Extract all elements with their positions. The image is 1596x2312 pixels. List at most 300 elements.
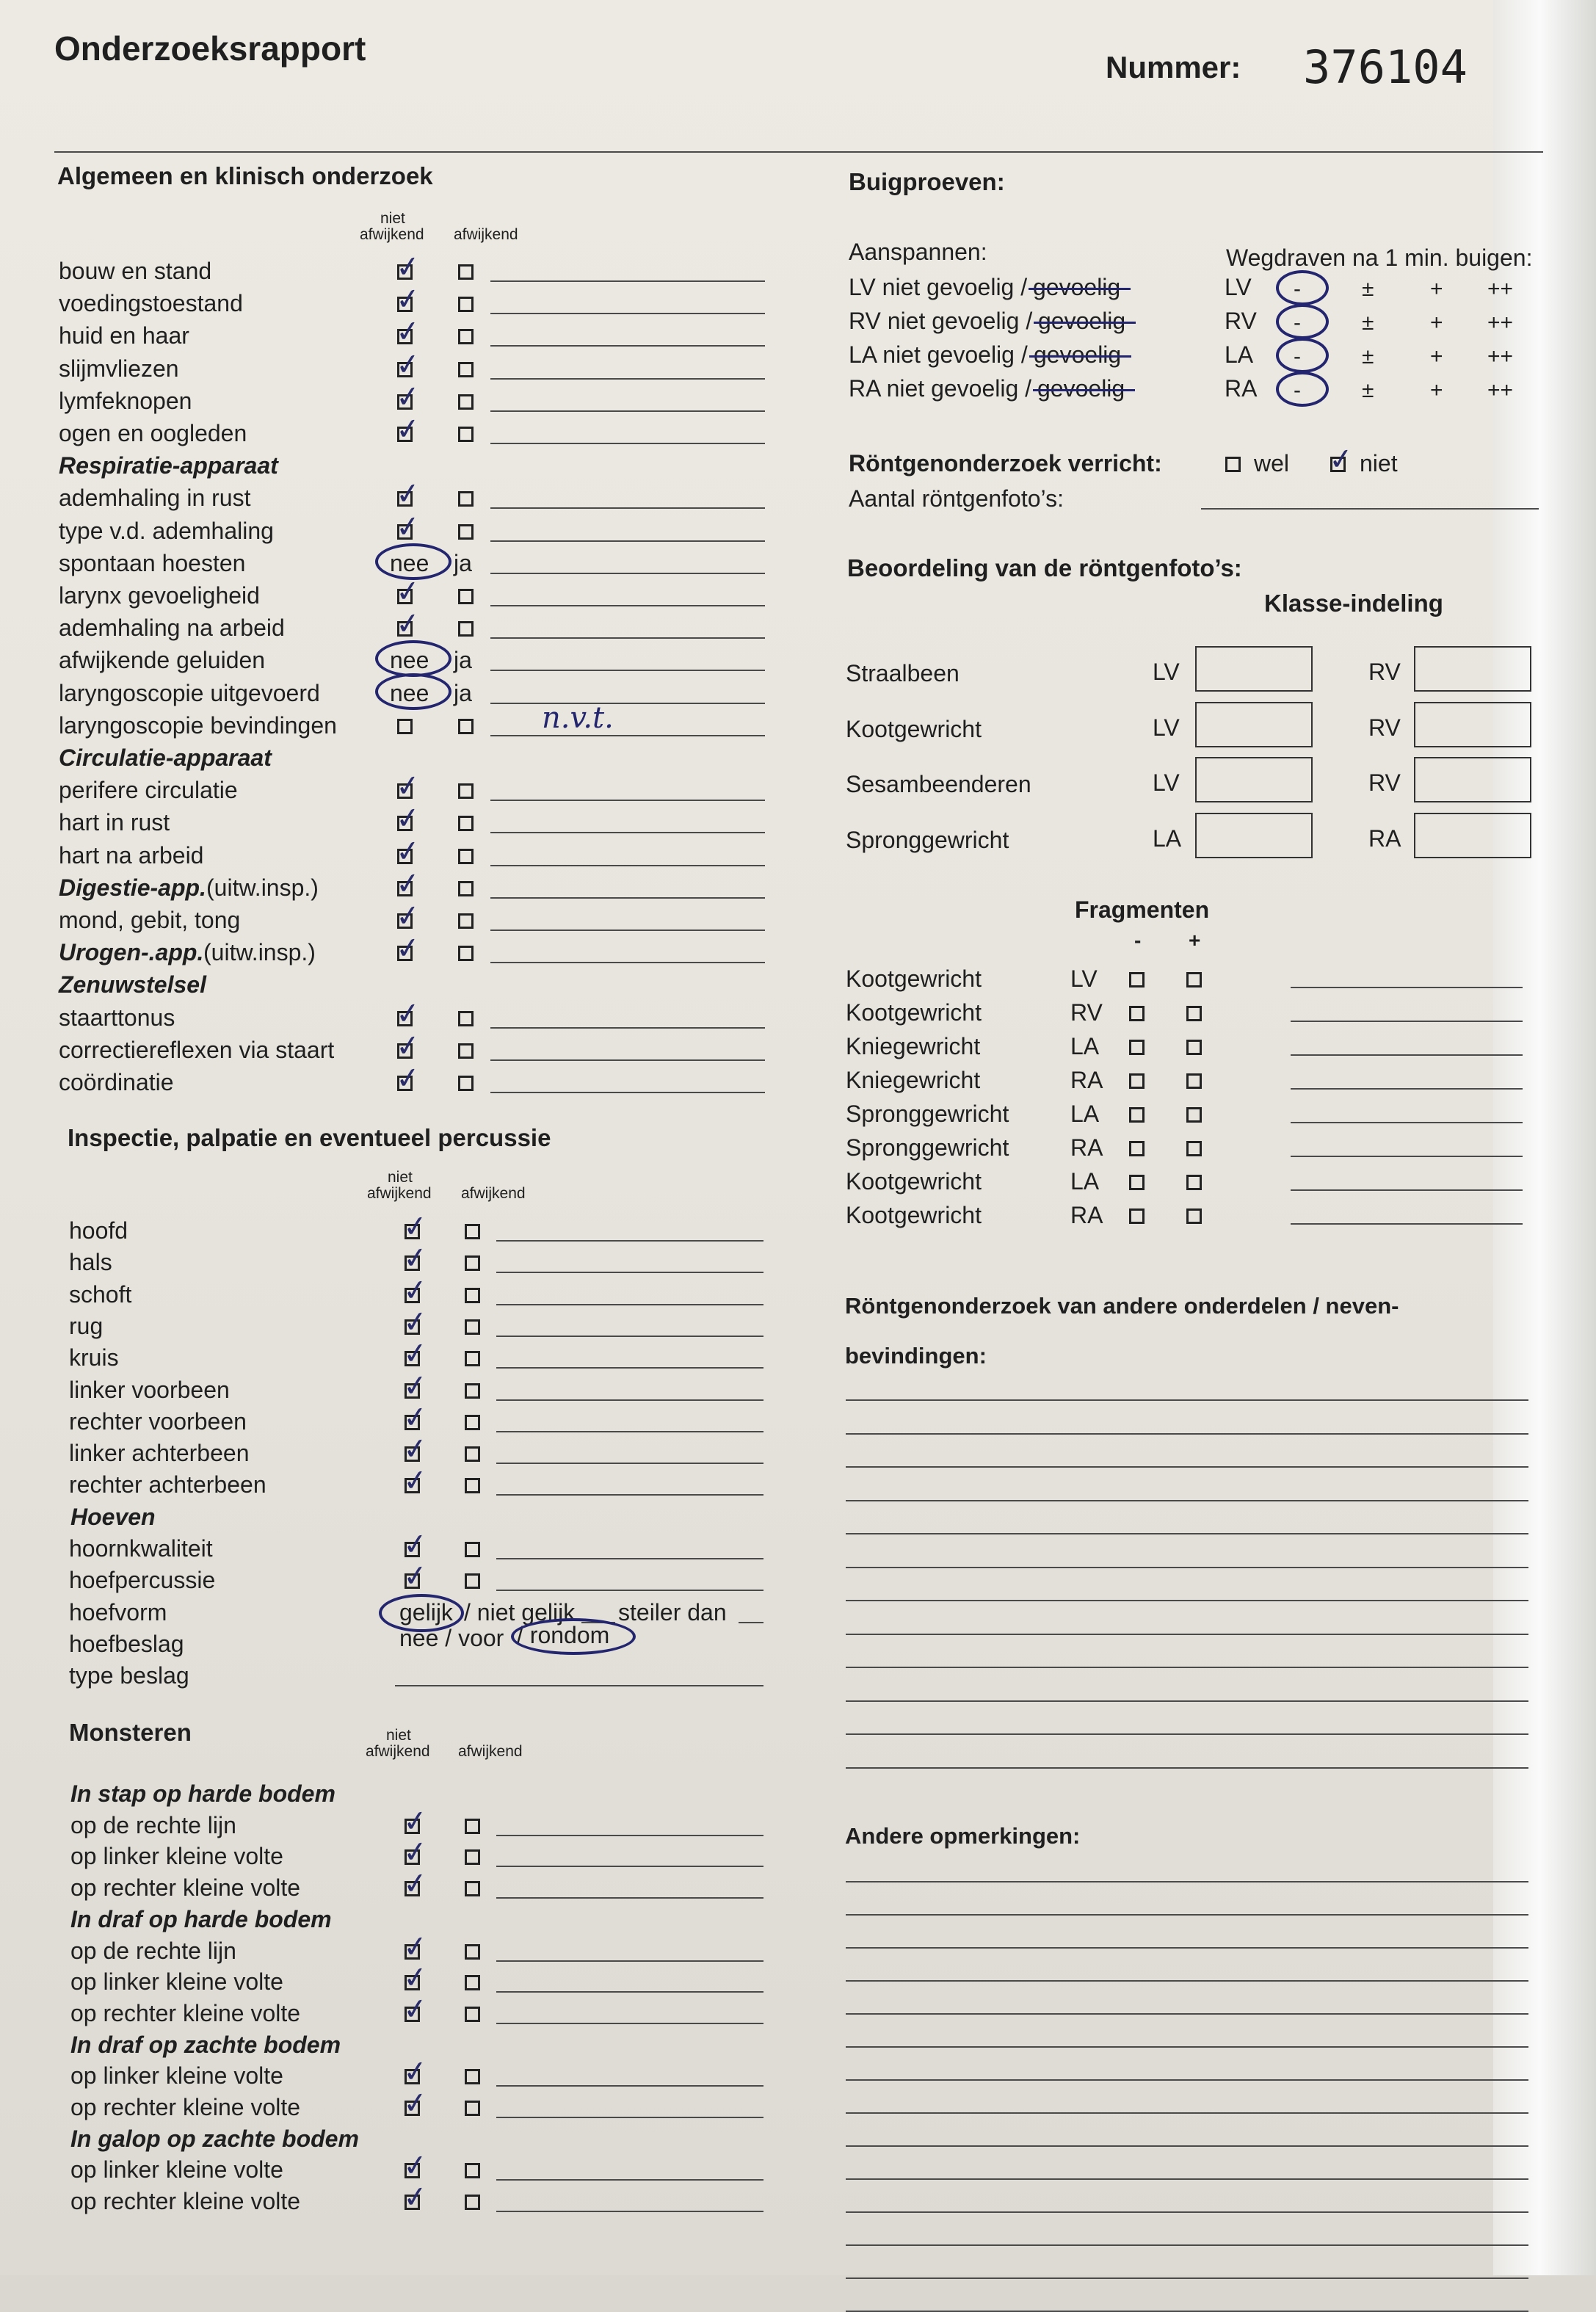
fragment-row-label: Kniegewricht xyxy=(846,1033,981,1059)
fragment-remark-line xyxy=(1291,1054,1523,1056)
general-row-remark-line xyxy=(490,1027,765,1029)
inspection-label: kruis xyxy=(69,1344,119,1371)
beoordeling-row-label: Kootgewricht xyxy=(846,715,982,742)
fragment-remark-line xyxy=(1291,1189,1523,1191)
page-glare xyxy=(1493,0,1596,2275)
general-row-ok-checkbox-mark: ✓ xyxy=(393,281,422,318)
monsteren-row-abnormal-checkbox[interactable] xyxy=(465,2101,480,2116)
beoordeling-right-leg: RA xyxy=(1368,825,1401,852)
beoordeling-row-label: Straalbeen xyxy=(846,660,960,686)
general-row-label: lymfeknopen xyxy=(59,387,192,414)
general-row-heading: Urogen-.app. xyxy=(59,939,204,966)
inspection-label: rechter achterbeen xyxy=(69,1471,266,1499)
general-row-option-ja: ja xyxy=(454,679,472,706)
andere-rontgen-line xyxy=(846,1667,1528,1668)
monsteren-row-label: op linker kleine volte xyxy=(70,1843,283,1870)
inspection-label: schoft xyxy=(69,1280,132,1308)
monsteren-row-remark-line xyxy=(496,2023,763,2024)
beoordeling-row-label: Sesambeenderen xyxy=(846,771,1031,797)
fragment-plus-checkbox[interactable] xyxy=(1186,1107,1202,1123)
rontgen-wel-checkbox[interactable] xyxy=(1225,457,1241,472)
inspection-abnormal-checkbox[interactable] xyxy=(465,1573,480,1589)
buig-scale-option: ± xyxy=(1362,311,1374,335)
beoordeling-row-label: Spronggewricht xyxy=(846,826,1009,853)
andere-rontgen-line xyxy=(846,1399,1528,1401)
buig-strike-gevoelig xyxy=(1033,389,1135,391)
monsteren-row-ok-checkbox-mark: ✓ xyxy=(401,1803,429,1840)
monsteren-row-remark-line xyxy=(496,1897,763,1899)
general-col-ok-1: niet xyxy=(380,210,405,227)
buig-gevoelig: gevoelig xyxy=(1037,375,1125,402)
inspection-abnormal-checkbox[interactable] xyxy=(465,1542,480,1557)
inspection-abnormal-checkbox[interactable] xyxy=(465,1288,480,1303)
general-row-abnormal-checkbox[interactable] xyxy=(458,1043,474,1059)
monsteren-row-heading: In draf op harde bodem xyxy=(70,1905,332,1932)
general-row-remark-line xyxy=(490,670,765,671)
general-row-ok-checkbox-mark: ✓ xyxy=(393,606,422,642)
general-row-remark-line xyxy=(490,703,765,704)
general-row-remark-line xyxy=(490,800,765,801)
fragment-minus-checkbox[interactable] xyxy=(1129,1040,1145,1055)
general-row-label: type v.d. ademhaling xyxy=(59,517,274,544)
buig-scale-option: - xyxy=(1294,277,1301,301)
klasse-box-right[interactable] xyxy=(1414,646,1531,692)
general-row-ok-checkbox-mark: ✓ xyxy=(393,1060,422,1097)
monsteren-row-abnormal-checkbox[interactable] xyxy=(465,1975,480,1990)
buig-scale-option: ++ xyxy=(1487,378,1514,402)
section-inspection-title: Inspectie, palpatie en eventueel percussie xyxy=(68,1124,551,1151)
general-row-option-ja: ja xyxy=(454,549,472,576)
general-row-ok-checkbox-mark: ✓ xyxy=(393,411,422,448)
page-title: Onderzoeksrapport xyxy=(54,29,366,68)
section-general-title: Algemeen en klinisch onderzoek xyxy=(57,162,433,189)
buig-niet-gevoelig: LV niet gevoelig / xyxy=(849,274,1028,300)
andere-rontgen-line xyxy=(846,1567,1528,1568)
monsteren-row-remark-line xyxy=(496,1835,763,1836)
general-row-label: larynx gevoeligheid xyxy=(59,582,260,609)
fragment-row-label: Spronggewricht xyxy=(846,1101,1009,1127)
buig-scale-option: ++ xyxy=(1487,311,1514,335)
andere-rontgen-title-1: Röntgenonderzoek van andere onderdelen / neven- xyxy=(845,1293,1399,1319)
beoordeling-title: Beoordeling van de röntgenfoto’s: xyxy=(847,554,1242,581)
monsteren-row-remark-line xyxy=(496,1960,763,1962)
inspection-remark-line xyxy=(496,1304,763,1305)
monsteren-row-remark-line xyxy=(496,1866,763,1867)
andere-rontgen-line xyxy=(846,1500,1528,1501)
fragment-minus-checkbox[interactable] xyxy=(1129,1073,1145,1089)
inspection-label: linker achterbeen xyxy=(69,1440,250,1467)
inspection-ok-checkbox-mark: ✓ xyxy=(401,1431,429,1468)
general-row-remark-line xyxy=(490,735,765,736)
inspection-abnormal-checkbox[interactable] xyxy=(465,1319,480,1335)
general-row-abnormal-checkbox[interactable] xyxy=(458,881,474,896)
rontgen-niet-label: niet xyxy=(1360,450,1398,476)
inspection-heading: Hoeven xyxy=(70,1503,156,1530)
monsteren-row-abnormal-checkbox[interactable] xyxy=(465,2195,480,2210)
inspection-label: hals xyxy=(69,1249,112,1276)
fragment-minus-checkbox[interactable] xyxy=(1129,1006,1145,1021)
rontgen-wel-label: wel xyxy=(1254,450,1290,476)
inspection-label: hoornkwaliteit xyxy=(69,1535,213,1562)
general-row-abnormal-checkbox[interactable] xyxy=(458,719,474,734)
monsteren-row-abnormal-checkbox[interactable] xyxy=(465,1819,480,1834)
hoefbeslag-option-nee-voor: nee / voor xyxy=(399,1624,504,1651)
fragment-plus-checkbox[interactable] xyxy=(1186,1073,1202,1089)
general-row-abnormal-checkbox[interactable] xyxy=(458,621,474,637)
fragment-minus-checkbox[interactable] xyxy=(1129,1208,1145,1224)
general-row-abnormal-checkbox[interactable] xyxy=(458,849,474,864)
inspection-label: hoefpercussie xyxy=(69,1567,216,1594)
general-row-abnormal-checkbox[interactable] xyxy=(458,394,474,410)
inspection-remark-line xyxy=(496,1590,763,1591)
general-row-ok-checkbox-mark: ✓ xyxy=(393,930,422,967)
buig-circled-minus xyxy=(1276,304,1329,339)
general-row-abnormal-checkbox[interactable] xyxy=(458,946,474,961)
fragment-row-leg: LA xyxy=(1070,1033,1100,1059)
monsteren-col-ok-1: niet xyxy=(386,1727,411,1744)
general-row-ok-checkbox[interactable] xyxy=(397,719,413,734)
inspection-abnormal-checkbox[interactable] xyxy=(465,1446,480,1462)
inspection-remark-line xyxy=(496,1399,763,1401)
general-row-ok-checkbox-mark: ✓ xyxy=(393,379,422,416)
buig-title: Buigproeven: xyxy=(849,168,1005,195)
number-value: 376104 xyxy=(1303,40,1468,94)
monsteren-row-ok-checkbox-mark: ✓ xyxy=(401,1866,429,1902)
andere-rontgen-line xyxy=(846,1466,1528,1468)
inspection-ok-checkbox-mark: ✓ xyxy=(401,1463,429,1500)
inspection-abnormal-checkbox[interactable] xyxy=(465,1478,480,1493)
inspection-label: type beslag xyxy=(69,1662,189,1689)
monsteren-row-label: op linker kleine volte xyxy=(70,1968,283,1996)
inspection-ok-checkbox-mark: ✓ xyxy=(401,1336,429,1372)
opmerkingen-line xyxy=(846,2211,1528,2213)
buig-niet-gevoelig: LA niet gevoelig / xyxy=(849,341,1028,368)
general-row-label: perifere circulatie xyxy=(59,777,238,804)
monsteren-row-remark-line xyxy=(496,2179,763,2181)
general-row-option-nee: nee xyxy=(390,647,429,674)
general-row-ok-checkbox-mark: ✓ xyxy=(393,995,422,1032)
general-row-remark-line xyxy=(490,280,765,282)
buig-scale-option: + xyxy=(1430,311,1443,335)
opmerkingen-line xyxy=(846,2244,1528,2246)
fragment-row-label: Spronggewricht xyxy=(846,1134,1009,1161)
buig-niet-gevoelig: RA niet gevoelig / xyxy=(849,375,1032,402)
inspection-ok-checkbox-mark: ✓ xyxy=(401,1526,429,1563)
general-row-ok-checkbox-mark: ✓ xyxy=(393,573,422,610)
monsteren-row-ok-checkbox-mark: ✓ xyxy=(401,2148,429,2185)
hoefbeslag-option-rondom: / rondom xyxy=(517,1621,610,1648)
section-monsteren-title: Monsteren xyxy=(69,1719,192,1746)
fragment-remark-line xyxy=(1291,1122,1523,1123)
opmerkingen-line xyxy=(846,1980,1528,1982)
general-row-label: laryngoscopie uitgevoerd xyxy=(59,679,320,706)
inspection-remark-line xyxy=(496,1558,763,1559)
andere-rontgen-title-2: bevindingen: xyxy=(845,1343,987,1369)
general-row-ok-checkbox-mark: ✓ xyxy=(393,346,422,383)
inspection-ok-checkbox-mark: ✓ xyxy=(401,1399,429,1436)
andere-rontgen-line xyxy=(846,1634,1528,1635)
header-rule xyxy=(54,151,1543,153)
general-row-remark-line xyxy=(490,1092,765,1093)
klasse-box-left[interactable] xyxy=(1195,702,1313,747)
inspection-abnormal-checkbox[interactable] xyxy=(465,1224,480,1239)
fragment-plus-checkbox[interactable] xyxy=(1186,972,1202,988)
general-row-abnormal-checkbox[interactable] xyxy=(458,816,474,831)
opmerkingen-line xyxy=(846,2145,1528,2147)
inspection-col-ok-1: niet xyxy=(388,1169,413,1186)
monsteren-row-label: op rechter kleine volte xyxy=(70,2188,301,2215)
beoordeling-left-leg: LA xyxy=(1153,825,1182,852)
monsteren-row-abnormal-checkbox[interactable] xyxy=(465,1849,480,1865)
fragment-row-leg: LA xyxy=(1070,1168,1100,1195)
general-row-ok-checkbox-mark: ✓ xyxy=(393,800,422,838)
inspection-label: linker voorbeen xyxy=(69,1376,230,1403)
fragment-row-label: Kootgewricht xyxy=(846,1168,982,1195)
general-row-abnormal-checkbox[interactable] xyxy=(458,913,474,929)
inspection-label: hoefbeslag xyxy=(69,1630,184,1657)
general-row-abnormal-checkbox[interactable] xyxy=(458,297,474,312)
monsteren-row-abnormal-checkbox[interactable] xyxy=(465,2069,480,2084)
number-label: Nummer: xyxy=(1106,50,1241,84)
monsteren-row-remark-line xyxy=(496,2085,763,2087)
buig-scale-option: + xyxy=(1430,277,1443,301)
general-row-label: huid en haar xyxy=(59,322,189,349)
inspection-ok-checkbox-mark: ✓ xyxy=(401,1272,429,1309)
klasse-indeling-label: Klasse-indeling xyxy=(1264,590,1443,617)
inspection-remark-line xyxy=(496,1272,763,1273)
general-row-remark-line xyxy=(490,443,765,444)
general-row-abnormal-checkbox[interactable] xyxy=(458,1076,474,1091)
inspection-ok-checkbox-mark: ✓ xyxy=(401,1240,429,1277)
general-row-remark-line xyxy=(490,1059,765,1061)
opmerkingen-line xyxy=(846,2178,1528,2180)
fragment-remark-line xyxy=(1291,1223,1523,1225)
andere-rontgen-line xyxy=(846,1433,1528,1435)
general-row-abnormal-checkbox[interactable] xyxy=(458,491,474,507)
monsteren-row-ok-checkbox-mark: ✓ xyxy=(401,1991,429,2028)
inspection-abnormal-checkbox[interactable] xyxy=(465,1351,480,1366)
klasse-box-left[interactable] xyxy=(1195,646,1313,692)
general-row-remark-line xyxy=(490,345,765,347)
general-row-heading-suffix: (uitw.insp.) xyxy=(203,939,316,966)
hoefbeslag-circled-rondom xyxy=(511,1618,636,1655)
inspection-remark-line xyxy=(496,1494,763,1496)
klasse-box-left[interactable] xyxy=(1195,813,1313,858)
aantal-line xyxy=(1201,508,1539,510)
fragment-row-leg: LV xyxy=(1070,965,1098,992)
inspection-abnormal-checkbox[interactable] xyxy=(465,1255,480,1271)
fragmenten-title: Fragmenten xyxy=(1075,896,1210,923)
general-row-remark-line xyxy=(490,962,765,963)
buig-niet-gevoelig: RV niet gevoelig / xyxy=(849,308,1033,334)
general-row-option-nee: nee xyxy=(390,679,429,706)
fragment-remark-line xyxy=(1291,1156,1523,1157)
monsteren-row-ok-checkbox-mark: ✓ xyxy=(401,1960,429,1996)
general-row-abnormal-checkbox[interactable] xyxy=(458,427,474,442)
monsteren-row-remark-line xyxy=(496,2211,763,2212)
buig-scale-option: ± xyxy=(1362,378,1374,402)
buig-scale-option: - xyxy=(1294,344,1301,369)
general-row-heading: Circulatie-apparaat xyxy=(59,744,272,771)
monsteren-row-abnormal-checkbox[interactable] xyxy=(465,1881,480,1896)
general-row-remark-line xyxy=(490,637,765,639)
buig-circled-minus xyxy=(1276,338,1329,373)
general-row-abnormal-checkbox[interactable] xyxy=(458,524,474,540)
monsteren-row-label: op de rechte lijn xyxy=(70,1937,236,1964)
inspection-remark-line xyxy=(496,1336,763,1337)
general-row-option-nee: nee xyxy=(390,549,429,576)
fragment-minus-checkbox[interactable] xyxy=(1129,972,1145,988)
monsteren-row-heading: In draf op zachte bodem xyxy=(70,2031,341,2058)
hoefvorm-option-niet-gelijk: / niet gelijk xyxy=(464,1598,576,1626)
klasse-box-left[interactable] xyxy=(1195,757,1313,802)
inspection-label: rechter voorbeen xyxy=(69,1407,247,1435)
monsteren-row-label: op rechter kleine volte xyxy=(70,1874,301,1902)
inspection-remark-line xyxy=(496,1240,763,1242)
general-row-abnormal-checkbox[interactable] xyxy=(458,264,474,280)
wegdraven-label: Wegdraven na 1 min. buigen: xyxy=(1226,244,1533,271)
general-row-heading: Zenuwstelsel xyxy=(59,971,206,999)
general-row-abnormal-checkbox[interactable] xyxy=(458,589,474,604)
buig-scale-option: + xyxy=(1430,344,1443,369)
general-row-option-ja: ja xyxy=(454,647,472,674)
opmerkingen-line xyxy=(846,2112,1528,2114)
beoordeling-right-leg: RV xyxy=(1368,659,1401,685)
fragment-row-leg: LA xyxy=(1070,1101,1100,1127)
inspection-remark-line xyxy=(496,1463,763,1464)
inspection-type-line xyxy=(395,1685,763,1686)
general-row-label: staarttonus xyxy=(59,1004,175,1031)
inspection-ok-checkbox-mark: ✓ xyxy=(401,1558,429,1595)
fragment-plus-checkbox[interactable] xyxy=(1186,1006,1202,1021)
opmerkingen-line xyxy=(846,2013,1528,2015)
opmerkingen-line xyxy=(846,1881,1528,1882)
general-row-abnormal-checkbox[interactable] xyxy=(458,1011,474,1026)
fragment-plus-checkbox[interactable] xyxy=(1186,1208,1202,1224)
inspection-ok-checkbox-mark: ✓ xyxy=(401,1367,429,1405)
monsteren-row-abnormal-checkbox[interactable] xyxy=(465,2163,480,2178)
general-row-remark-line xyxy=(490,540,765,542)
fragment-row-label: Kniegewricht xyxy=(846,1067,981,1093)
klasse-box-right[interactable] xyxy=(1414,757,1531,802)
monsteren-col-abn: afwijkend xyxy=(458,1743,523,1760)
fragment-row-label: Kootgewricht xyxy=(846,999,982,1026)
fragment-remark-line xyxy=(1291,987,1523,988)
fragment-minus-checkbox[interactable] xyxy=(1129,1107,1145,1123)
beoordeling-right-leg: RV xyxy=(1368,714,1401,741)
general-row-ok-checkbox-mark: ✓ xyxy=(393,768,422,805)
general-row-ok-checkbox-mark: ✓ xyxy=(393,476,422,513)
general-row-label: correctiereflexen via staart xyxy=(59,1036,335,1063)
klasse-box-right[interactable] xyxy=(1414,813,1531,858)
monsteren-row-abnormal-checkbox[interactable] xyxy=(465,1944,480,1960)
fragment-plus-checkbox[interactable] xyxy=(1186,1040,1202,1055)
fragment-row-leg: RA xyxy=(1070,1202,1103,1228)
fragment-row-leg: RA xyxy=(1070,1134,1103,1161)
buig-scale-option: + xyxy=(1430,378,1443,402)
general-row-abnormal-checkbox[interactable] xyxy=(458,362,474,377)
buig-leg-label: LV xyxy=(1225,274,1252,300)
monsteren-row-heading: In galop op zachte bodem xyxy=(70,2125,359,2152)
monsteren-row-label: op de rechte lijn xyxy=(70,1811,236,1838)
buig-scale-option: - xyxy=(1294,311,1301,335)
inspection-label: hoefvorm xyxy=(69,1598,167,1626)
general-row-ok-checkbox-mark: ✓ xyxy=(393,249,422,286)
aantal-rontgenfotos-label: Aantal röntgenfoto’s: xyxy=(849,485,1064,512)
buig-scale-option: - xyxy=(1294,378,1301,402)
inspection-abnormal-checkbox[interactable] xyxy=(465,1383,480,1399)
buig-scale-option: ++ xyxy=(1487,277,1514,301)
buig-strike-gevoelig xyxy=(1034,322,1136,324)
inspection-label: rug xyxy=(69,1312,104,1339)
general-row-ok-checkbox-mark: ✓ xyxy=(393,898,422,935)
general-row-remark-line xyxy=(490,897,765,899)
general-row-label: afwijkende geluiden xyxy=(59,647,266,674)
general-row-handwritten-note: n.v.t. xyxy=(542,700,614,735)
monsteren-row-abnormal-checkbox[interactable] xyxy=(465,2007,480,2022)
opmerkingen-line xyxy=(846,2277,1528,2279)
andere-rontgen-line xyxy=(846,1600,1528,1601)
monsteren-row-ok-checkbox-mark: ✓ xyxy=(401,2179,429,2216)
buig-gevoelig: gevoelig xyxy=(1034,341,1122,368)
hoefvorm-option-steiler: steiler dan xyxy=(618,1598,727,1626)
fragment-minus-checkbox[interactable] xyxy=(1129,1141,1145,1156)
inspection-abnormal-checkbox[interactable] xyxy=(465,1415,480,1430)
monsteren-row-remark-line xyxy=(496,2117,763,2118)
fragment-row-label: Kootgewricht xyxy=(846,1202,982,1228)
general-row-label: ademhaling na arbeid xyxy=(59,615,285,642)
fragment-plus-checkbox[interactable] xyxy=(1186,1175,1202,1190)
general-row-label: bouw en stand xyxy=(59,258,212,284)
andere-rontgen-line xyxy=(846,1700,1528,1702)
general-row-label: slijmvliezen xyxy=(59,355,179,382)
buig-gevoelig: gevoelig xyxy=(1038,308,1126,334)
general-row-label: voedingstoestand xyxy=(59,290,243,317)
fragment-plus-checkbox[interactable] xyxy=(1186,1141,1202,1156)
fragmenten-plus-header: + xyxy=(1189,929,1201,952)
general-row-label: coördinatie xyxy=(59,1069,174,1095)
buig-leg-label: RV xyxy=(1225,308,1257,334)
opmerkingen-line xyxy=(846,1947,1528,1949)
general-row-remark-line xyxy=(490,378,765,380)
inspection-col-abn: afwijkend xyxy=(461,1185,526,1202)
monsteren-row-ok-checkbox-mark: ✓ xyxy=(401,1928,429,1965)
general-row-heading: Respiratie-apparaat xyxy=(59,452,278,479)
buig-scale-option: ++ xyxy=(1487,344,1514,369)
opmerkingen-line xyxy=(846,2079,1528,2081)
buig-leg-label: RA xyxy=(1225,375,1258,402)
klasse-box-right[interactable] xyxy=(1414,702,1531,747)
buig-gevoelig: gevoelig xyxy=(1033,274,1121,300)
general-row-abnormal-checkbox[interactable] xyxy=(458,783,474,799)
rontgen-verricht-label: Röntgenonderzoek verricht: xyxy=(849,450,1162,476)
general-row-ok-checkbox-mark: ✓ xyxy=(393,508,422,546)
andere-rontgen-line xyxy=(846,1533,1528,1534)
buig-strike-gevoelig xyxy=(1029,288,1131,290)
general-row-remark-line xyxy=(490,573,765,574)
fragment-minus-checkbox[interactable] xyxy=(1129,1175,1145,1190)
general-row-label: laryngoscopie bevindingen xyxy=(59,711,337,739)
fragment-row-leg: RV xyxy=(1070,999,1103,1026)
general-row-label: spontaan hoesten xyxy=(59,549,246,576)
monsteren-row-ok-checkbox-mark: ✓ xyxy=(401,2085,429,2122)
buig-circled-minus xyxy=(1276,372,1329,407)
hoefvorm-option-gelijk: gelijk xyxy=(399,1598,453,1626)
monsteren-col-ok-2: afwijkend xyxy=(366,1743,430,1760)
general-row-abnormal-checkbox[interactable] xyxy=(458,329,474,344)
andere-rontgen-line xyxy=(846,1767,1528,1769)
monsteren-row-heading: In stap op harde bodem xyxy=(70,1780,335,1807)
